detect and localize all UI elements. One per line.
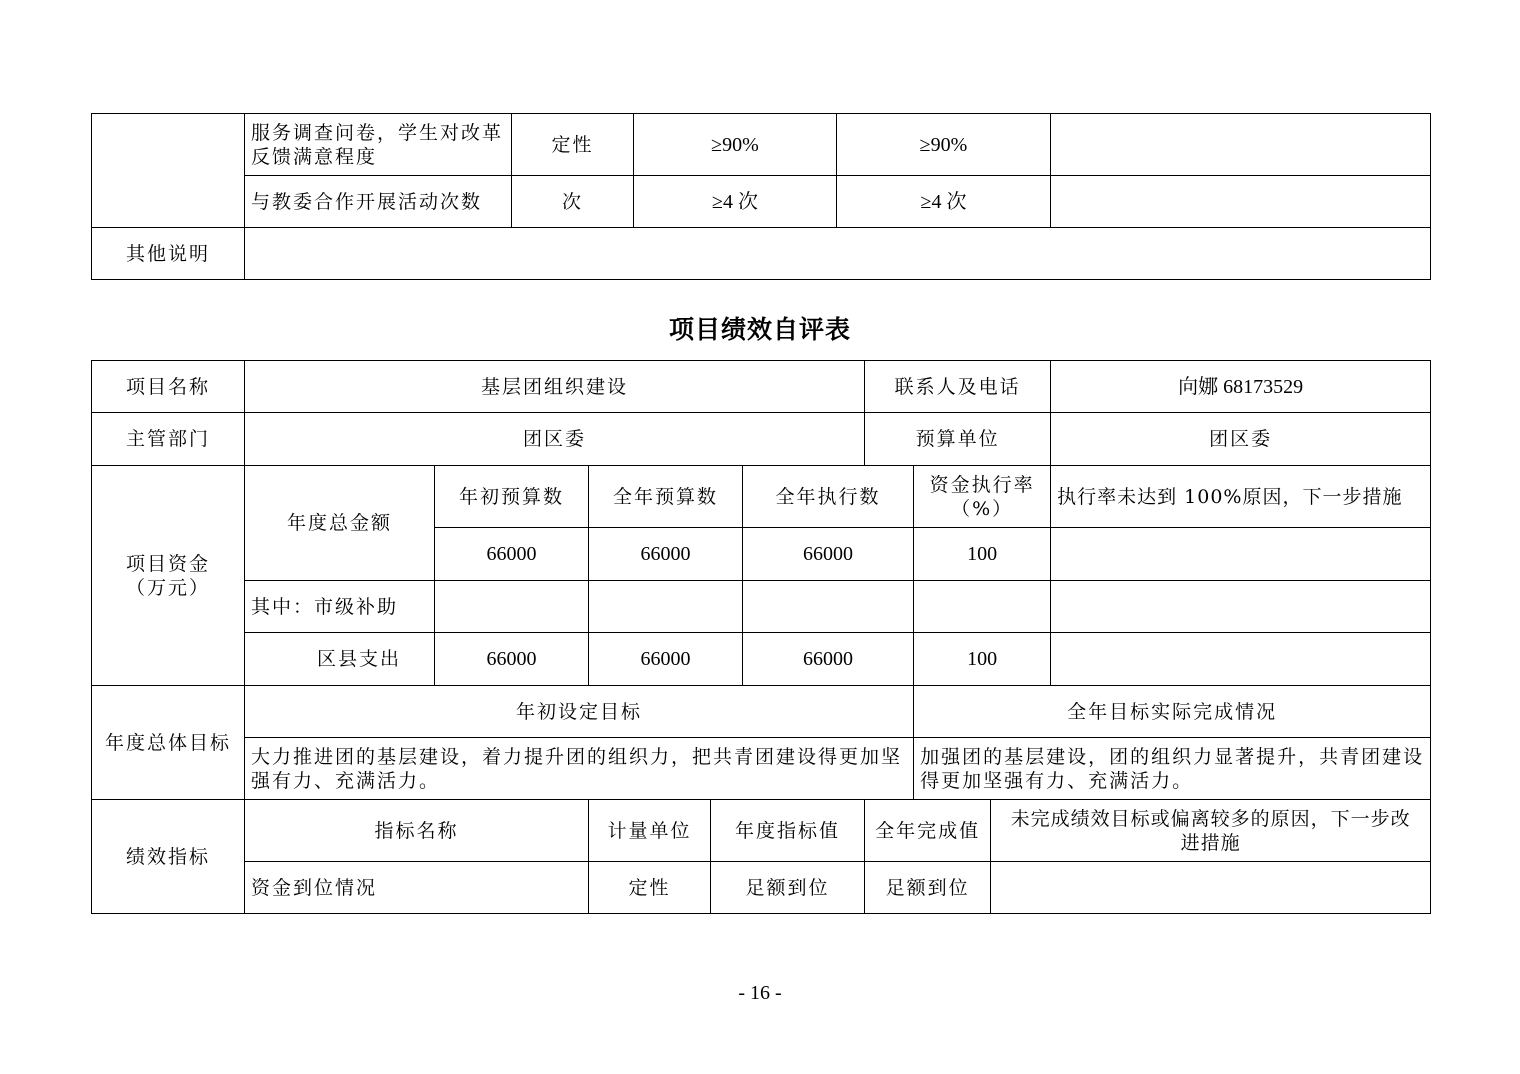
indicator-header: 年度指标值 [711, 800, 865, 862]
indicator-continuation-table [91, 113, 1431, 280]
indicator-unit: 次 [512, 176, 634, 228]
page-number: - 16 - [738, 982, 782, 1004]
indicator-actual: ≥4 次 [837, 176, 1051, 228]
project-name-value: 基层团组织建设 [245, 361, 865, 413]
page-title: 项目绩效自评表 [668, 315, 851, 344]
table-row [92, 413, 1431, 466]
funds-cell: 66000 [743, 528, 914, 581]
indicator-actual: 足额到位 [865, 862, 991, 914]
category-cell [92, 114, 245, 228]
initial-goal-header: 年初设定目标 [245, 686, 914, 738]
other-notes-label: 其他说明 [92, 228, 245, 280]
indicator-reason [1051, 114, 1431, 176]
funds-header: 全年执行数 [743, 466, 914, 528]
indicator-reason [991, 862, 1431, 914]
indicator-header: 计量单位 [589, 800, 711, 862]
table-row [92, 581, 1431, 633]
performance-self-evaluation-table [91, 360, 1431, 914]
indicator-header: 指标名称 [245, 800, 589, 862]
indicator-unit: 定性 [512, 114, 634, 176]
funds-cell: 66000 [435, 528, 589, 581]
dept-label: 主管部门 [92, 413, 245, 466]
funds-cell [743, 581, 914, 633]
funds-cell [1051, 633, 1431, 686]
indicator-target: ≥4 次 [634, 176, 837, 228]
project-name-label: 项目名称 [92, 361, 245, 413]
funds-cell [435, 581, 589, 633]
funds-cell: 100 [914, 633, 1051, 686]
funds-cell: 100 [914, 528, 1051, 581]
indicator-header: 全年完成值 [865, 800, 991, 862]
table-row [92, 738, 1431, 800]
indicator-actual: ≥90% [837, 114, 1051, 176]
indicator-reason [1051, 176, 1431, 228]
dept-value: 团区委 [245, 413, 865, 466]
contact-label: 联系人及电话 [865, 361, 1051, 413]
budget-unit-label: 预算单位 [865, 413, 1051, 466]
indicators-label: 绩效指标 [92, 800, 245, 914]
table-row [92, 800, 1431, 862]
contact-value: 向娜 68173529 [1051, 361, 1431, 413]
indicator-target: ≥90% [634, 114, 837, 176]
indicator-unit: 定性 [589, 862, 711, 914]
table-row [92, 466, 1431, 528]
budget-unit-value: 团区委 [1051, 413, 1431, 466]
annual-goal-label: 年度总体目标 [92, 686, 245, 800]
funds-cell [914, 581, 1051, 633]
funds-cell [1051, 528, 1431, 581]
initial-goal-text: 大力推进团的基层建设，着力提升团的组织力，把共青团建设得更加坚强有力、充满活力。 [245, 738, 914, 800]
table-row [92, 228, 1431, 280]
actual-goal-header: 全年目标实际完成情况 [914, 686, 1431, 738]
indicator-name: 资金到位情况 [245, 862, 589, 914]
project-funds-label: 项目资金（万元） [92, 466, 245, 686]
funds-header: 资金执行率（%） [914, 466, 1051, 528]
other-notes-value [245, 228, 1431, 280]
table-row [92, 176, 1431, 228]
table-row [92, 633, 1431, 686]
funds-cell: 66000 [589, 633, 743, 686]
city-subsidy-label: 其中：市级补助 [245, 581, 435, 633]
indicator-name: 服务调查问卷，学生对改革反馈满意程度 [245, 114, 512, 176]
funds-cell [589, 581, 743, 633]
funds-cell: 66000 [435, 633, 589, 686]
funds-cell [1051, 581, 1431, 633]
table-row [92, 862, 1431, 914]
table-row [92, 361, 1431, 413]
funds-cell: 66000 [743, 633, 914, 686]
actual-goal-text: 加强团的基层建设，团的组织力显著提升，共青团建设得更加坚强有力、充满活力。 [914, 738, 1431, 800]
table-row [92, 686, 1431, 738]
funds-cell: 66000 [589, 528, 743, 581]
district-expense-label: 区县支出 [245, 633, 435, 686]
funds-header: 全年预算数 [589, 466, 743, 528]
indicator-target: 足额到位 [711, 862, 865, 914]
annual-total-label: 年度总金额 [245, 466, 435, 581]
funds-header: 执行率未达到 100%原因，下一步措施 [1051, 466, 1431, 528]
funds-header: 年初预算数 [435, 466, 589, 528]
indicator-header: 未完成绩效目标或偏离较多的原因，下一步改进措施 [991, 800, 1431, 862]
indicator-name: 与教委合作开展活动次数 [245, 176, 512, 228]
table-row [92, 114, 1431, 176]
